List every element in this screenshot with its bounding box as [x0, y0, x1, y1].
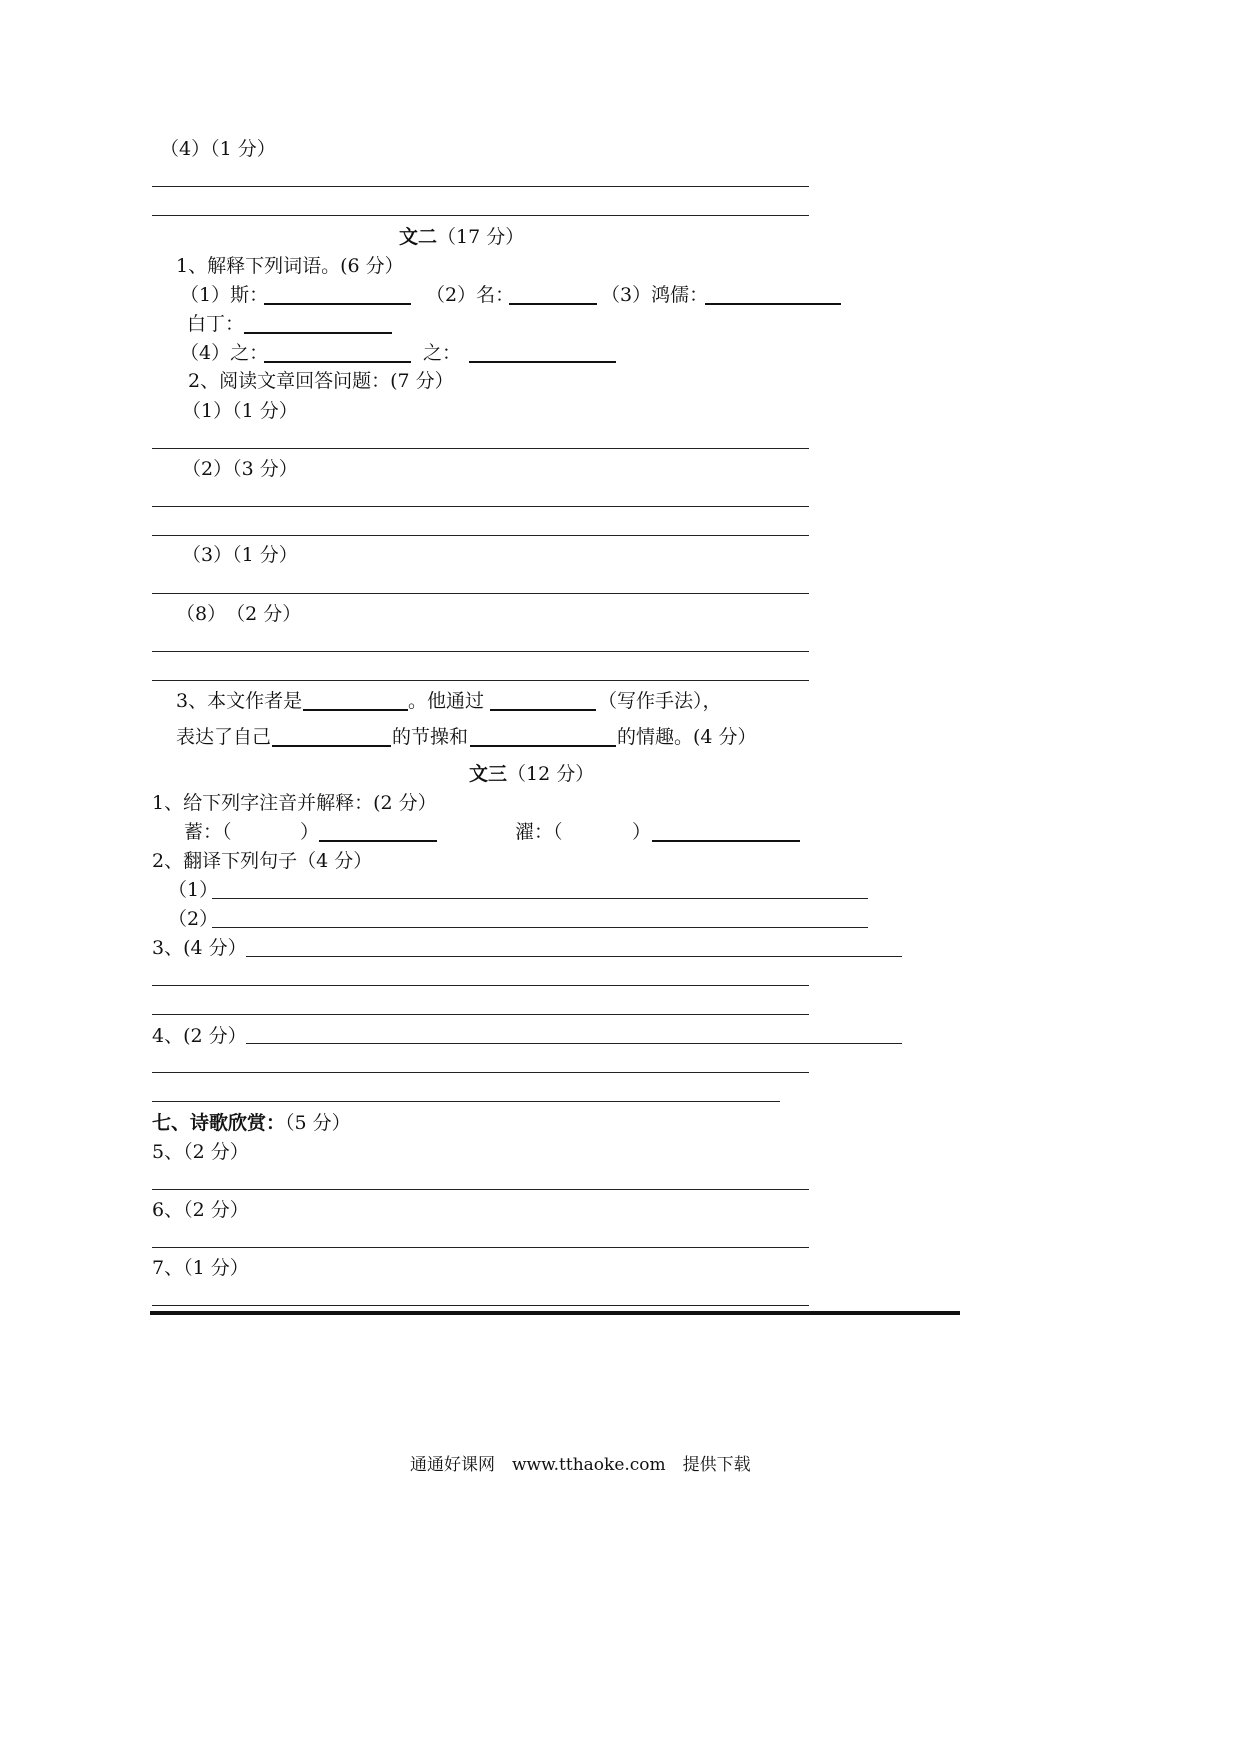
sec2-q2-8: （8） （2 分）	[176, 603, 302, 625]
answer-line[interactable]	[152, 1189, 809, 1190]
answer-line[interactable]	[152, 448, 809, 449]
sec2-q2-2: （2）（3 分）	[182, 458, 298, 480]
translate-line-2[interactable]	[212, 927, 868, 928]
sec3-q2: 2、翻译下列句子（4 分）	[152, 850, 373, 872]
sec3-word-2-blank[interactable]	[652, 840, 800, 842]
sec2-q1-3-blank[interactable]	[705, 303, 841, 305]
sec3-word-1-close: ）	[300, 821, 320, 843]
sec2-q1-2-blank[interactable]	[509, 303, 597, 305]
section-2-score: （17 分）	[437, 226, 525, 248]
answer-line[interactable]	[152, 1305, 809, 1306]
answer-line[interactable]	[152, 506, 809, 507]
sec2-q1: 1、解释下列词语。(6 分）	[176, 255, 404, 277]
sec2-q3-b: 。他通过	[408, 690, 485, 712]
sec3-q2-1: （1）	[168, 879, 219, 901]
sec3-word-2-close: ）	[632, 821, 652, 843]
answer-line[interactable]	[246, 1043, 902, 1044]
sec2-q3-d: 表达了自己	[176, 726, 272, 748]
section-3-score: （12 分）	[507, 763, 595, 785]
sec2-q1-2-label: （2）名：	[426, 284, 515, 306]
sec3-q3: 3、(4 分）	[152, 937, 247, 959]
sec2-q1-3-label: （3）鸿儒：	[601, 284, 709, 306]
answer-line[interactable]	[246, 956, 902, 957]
answer-line[interactable]	[152, 535, 809, 536]
sec2-q2-3: （3）（1 分）	[182, 544, 298, 566]
sec3-q1: 1、给下列字注音并解释：(2 分）	[152, 792, 437, 814]
sec3-q2-2: （2）	[168, 908, 219, 930]
sec3-word-1: 蓄：（	[184, 821, 232, 843]
sec2-q3-e: 的节操和	[392, 726, 469, 748]
answer-line[interactable]	[152, 215, 809, 216]
sec2-q3-c: （写作手法），	[598, 690, 722, 712]
answer-line[interactable]	[152, 1014, 809, 1015]
sec2-q3-a: 3、本文作者是	[176, 690, 303, 712]
question-4: （4）（1 分）	[160, 138, 276, 160]
author-blank[interactable]	[303, 709, 408, 711]
sec3-word-1-blank[interactable]	[319, 840, 437, 842]
sec2-q1-5-label: （4）之：	[180, 342, 269, 364]
translate-line-1[interactable]	[212, 898, 868, 899]
interest-blank[interactable]	[470, 745, 616, 747]
sec2-q1-6-blank[interactable]	[469, 361, 616, 363]
section-7-heading	[152, 1114, 351, 1133]
answer-line[interactable]	[152, 985, 809, 986]
answer-line[interactable]	[152, 1072, 809, 1073]
sec2-q3-f: 的情趣。(4 分）	[617, 726, 757, 748]
sec2-q1-4-blank[interactable]	[244, 332, 392, 334]
sec7-q7: 7、（1 分）	[152, 1257, 249, 1279]
page-footer: 通通好课网 www.tthaoke.com 提供下载	[410, 1455, 751, 1475]
sec2-q2-1: （1）（1 分）	[182, 400, 298, 422]
sec2-q1-1-label: （1）斯：	[180, 284, 269, 306]
section-7-score: （5 分）	[285, 1112, 351, 1134]
sec7-q6: 6、（2 分）	[152, 1199, 249, 1221]
integrity-blank[interactable]	[272, 745, 391, 747]
answer-line[interactable]	[152, 1247, 809, 1248]
sec2-q1-6-label: 之：	[423, 342, 462, 364]
section-7-title: 七、诗歌欣赏：	[152, 1112, 286, 1134]
answer-line[interactable]	[152, 186, 809, 187]
sec3-word-2: 濯：（	[515, 821, 563, 843]
technique-blank[interactable]	[490, 709, 596, 711]
section-3-title: 文三	[469, 763, 508, 785]
sec2-q1-1-blank[interactable]	[264, 303, 411, 305]
section-3-heading	[469, 765, 594, 784]
divider	[150, 1311, 960, 1315]
sec3-q4: 4、(2 分）	[152, 1025, 247, 1047]
sec2-q2: 2、阅读文章回答问题：(7 分）	[188, 370, 454, 392]
sec2-q1-5-blank[interactable]	[264, 361, 411, 363]
answer-line[interactable]	[152, 1101, 780, 1102]
answer-line[interactable]	[152, 593, 809, 594]
section-2-title: 文二	[399, 226, 438, 248]
answer-line[interactable]	[152, 680, 809, 681]
sec2-q1-4-label: 白丁：	[187, 313, 245, 335]
section-2-heading	[399, 228, 524, 247]
sec7-q5: 5、（2 分）	[152, 1141, 249, 1163]
answer-line[interactable]	[152, 651, 809, 652]
